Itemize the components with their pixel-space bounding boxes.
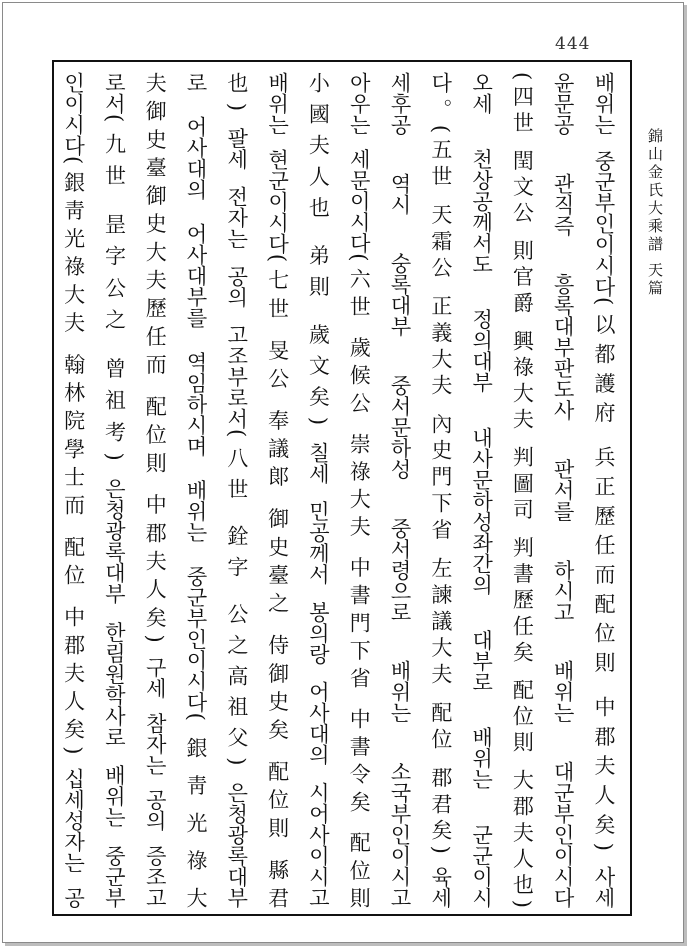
text-column-6: 세후공 역시 숭록대부 중서문하성 중서령으로 배위는 소국부인이시고 xyxy=(388,72,413,908)
book-side-title: 錦山金氏大乘譜 天篇 xyxy=(646,128,664,298)
text-column-12: 夫御史臺御史大夫歷任而 配位則 中郡夫人矣) 구세 참자는 공의 증조고 xyxy=(143,72,168,908)
text-column-1: 배위는 중군부인이시다(以都護府 兵正歷任而配位則 中郡夫人矣) 사세 xyxy=(592,72,616,908)
page-number: 444 xyxy=(555,34,591,54)
text-column-4: 오세 천상공께서도 정의대부 내사문하성좌간의 대부로 배위는 군군이시 xyxy=(469,72,494,908)
text-column-5: 다。(五世 天霜公 正義大夫 內史門下省 左諫議大夫 配位 郡君矣) 육세 xyxy=(428,72,453,908)
body-text xyxy=(60,72,624,908)
text-column-10: 也) 팔세 전자는 공의 고조부로서(八世 銓字 公之高祖父) 은청광록대부 xyxy=(224,72,249,908)
text-column-11: 로 어사대의 어사대부를 역임하시며 배위는 중군부인이시다(銀靑光祿大 xyxy=(184,72,209,908)
text-column-9: 배위는 현군이시다(七世 旻公 奉議郞 御史臺之 侍御史矣 配位則 縣君 xyxy=(265,72,290,908)
text-column-14: 인이시다(銀靑光祿大夫 翰林院學士而 配位 中郡夫人矣) 십세성자는 공 xyxy=(61,72,86,908)
text-column-3: (四世 閏文公 則官爵 興祿大夫 判圖司 判書歷任矣 配位則 大郡夫人也) xyxy=(510,72,535,908)
text-column-8: 小國夫人也 弟則 歲文矣) 칠세 민공께서 봉의랑 어사대의 시어사이시고 xyxy=(306,72,331,908)
text-column-2: 윤문공 관직즉 흥록대부판도사 판서를 하시고 배위는 대군부인이시다 xyxy=(551,72,576,908)
text-column-13: 로서(九世 昰字公之 曾祖考) 은청광록대부 한림원학사로 배위는 중군부 xyxy=(102,72,127,908)
text-column-7: 아우는 세문이시다(六世 歲候公 崇祿大夫 中書門下省 中書令矣 配位則 xyxy=(347,72,372,908)
